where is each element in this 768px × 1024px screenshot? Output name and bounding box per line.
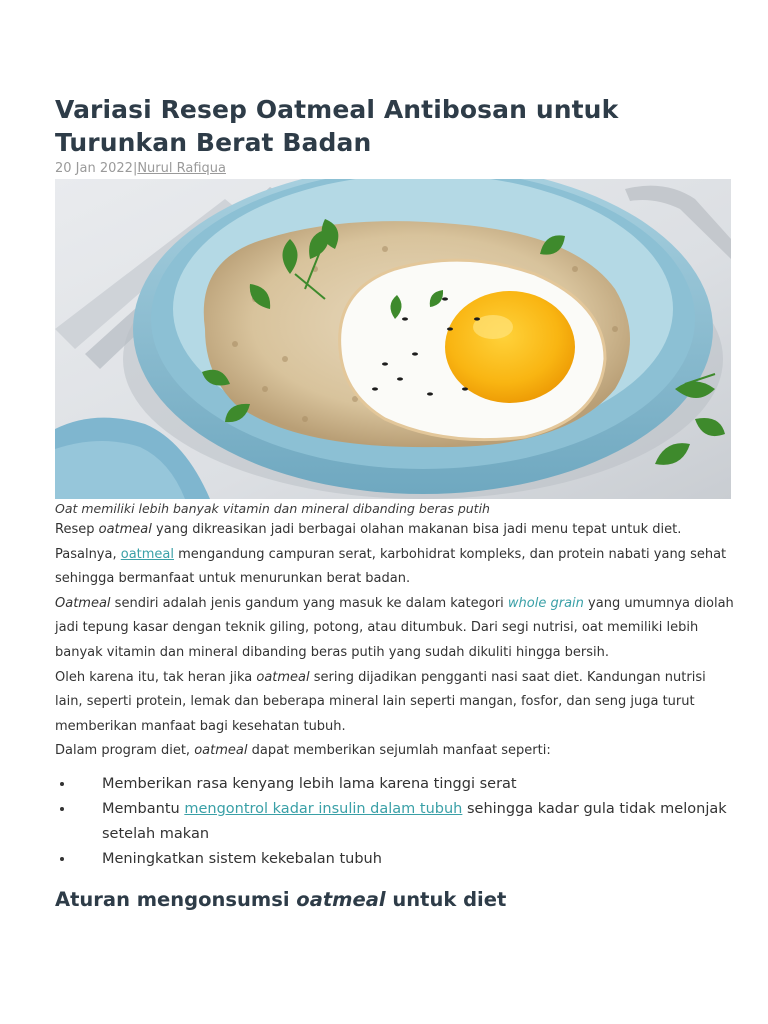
text: yang dikreasikan jadi berbagai olahan makanan bisa jadi menu tepat untuk diet. [151,522,682,537]
list-item-text: sehingga kadar gula tidak melonjak setelah makan [102,800,727,842]
article-meta [55,160,735,177]
insulin-control-link[interactable]: mengontrol kadar insulin dalam tubuh [184,800,463,817]
benefit-list [55,772,735,872]
text: dapat memberikan sejumlah manfaat seperti: [247,743,551,759]
article-title: Variasi Resep Oatmeal Antibosan untuk Turunkan Berat Badan [55,95,619,157]
list-item-text: Membantu [102,800,185,817]
article [55,93,735,914]
image-caption: Oat memiliki lebih banyak vitamin dan mineral dibanding beras putih [55,501,490,516]
list-item [75,797,735,847]
author-link[interactable]: Nurul Rafiqua [137,161,226,176]
paragraph-5 [55,739,735,764]
whole-grain-term: whole grain [507,595,584,611]
paragraph-2 [55,543,735,592]
heading-italic-text: oatmeal [296,887,386,911]
text: Oleh karena itu, tak heran jika [55,669,257,685]
section-heading [55,886,735,914]
list-item [75,772,735,797]
text: sendiri adalah jenis gandum yang masuk ke dalam kategori [110,595,508,611]
list-item-text: Memberikan rasa kenyang lebih lama karena tinggi serat [102,775,517,792]
oatmeal-link[interactable]: oatmeal [120,546,175,562]
meta-separator: | [132,161,138,176]
publish-date: 20 Jan 2022 [55,161,133,176]
oatmeal-egg-photo [55,179,731,499]
heading-text: untuk diet [385,887,507,911]
paragraph-4 [55,666,735,740]
italic-text: Oatmeal [55,595,111,611]
text: sering dijadikan pengganti nasi saat diet. Kandungan nutrisi lain, seperti protein, lemak dan beberapa mineral lain seperti mangan, fosfor, dan seng juga turut memberikan manfaat bagi kesehatan tubuh. [55,669,706,734]
text: Resep [55,522,99,537]
paragraph-3 [55,592,735,666]
italic-text: oatmeal [98,522,152,537]
italic-text: oatmeal [256,669,310,685]
list-item-text: Meningkatkan sistem kekebalan tubuh [102,850,382,867]
paragraph-1 [55,518,735,543]
list-item [75,847,735,872]
text: mengandung campuran serat, karbohidrat kompleks, dan protein nabati yang sehat sehingga bermanfaat untuk menurunkan berat badan. [55,546,727,587]
text: Pasalnya, [55,546,121,562]
heading-text: Aturan mengonsumsi [55,887,297,911]
text: yang umumnya diolah jadi tepung kasar dengan teknik giling, potong, atau ditumbuk. Dari segi nutrisi, oat memiliki lebih banyak vitamin dan mineral dibanding beras putih yang sudah dikuliti hingga bersih. [55,595,734,660]
text: Dalam program diet, [55,743,195,759]
italic-text: oatmeal [194,743,248,759]
